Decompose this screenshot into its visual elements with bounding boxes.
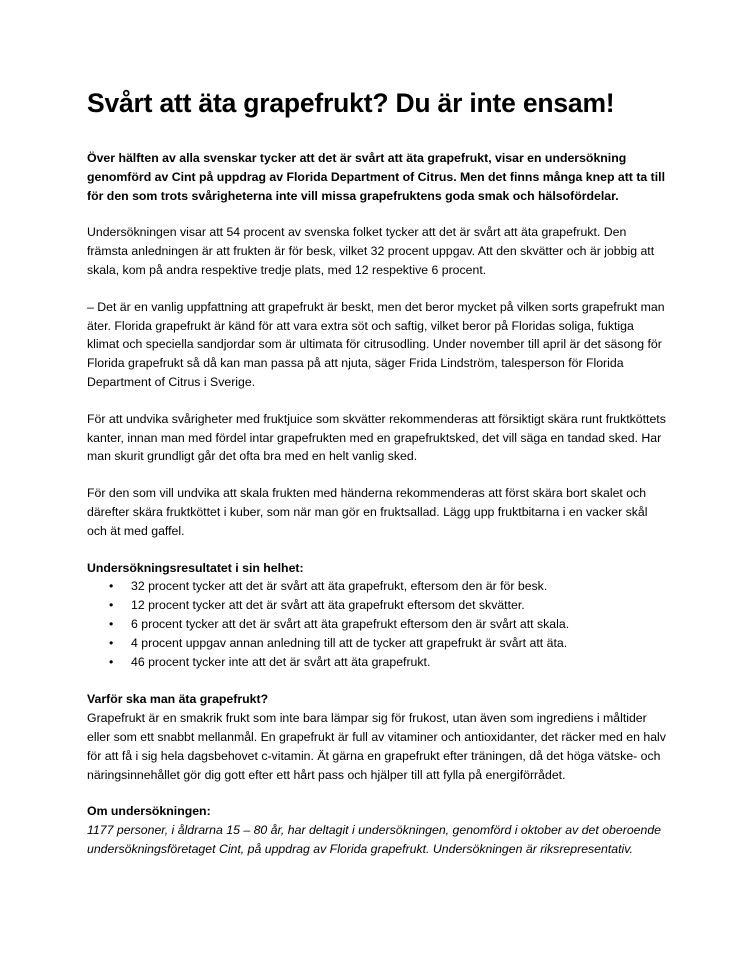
bullet-icon: •: [109, 635, 114, 650]
body-paragraph-3: För att undvika svårigheter med fruktjuice som skvätter rekommenderas att försiktigt skära runt fruktköttets kanter, innan man med fördel intar grapefrukten med en grapefruktsked, det vill säga en tandad sked. Har man skurit grundligt går det ofta bra med en helt vanlig sked.: [87, 411, 666, 464]
list-item: [87, 634, 666, 653]
list-item: [87, 615, 666, 634]
bullet-icon: •: [109, 598, 114, 613]
list-item: [87, 653, 666, 672]
results-list: [87, 577, 666, 671]
body-paragraph-4: För den som vill undvika att skala frukten med händerna rekommenderas att först skära bort skalet och därefter skära fruktköttet i kuber, som när man gör en fruktsallad. Lägg upp fruktbitarna i en vacker skål och ät med gaffel.: [87, 486, 648, 538]
why-heading: Varför ska man äta grapefrukt?: [87, 692, 269, 707]
bullet-icon: •: [109, 654, 114, 669]
page-title: Svårt att äta grapefrukt? Du är inte ensam!: [87, 88, 615, 118]
list-item-text: 32 procent tycker att det är svårt att äta grapefrukt, eftersom den är för besk.: [131, 579, 548, 594]
about-paragraph: 1177 personer, i åldrarna 15 – 80 år, har deltagit i undersökningen, genomförd i oktober av det oberoende undersökningsföretaget Cint, på uppdrag av Florida grapefrukt. Undersökningen är riksrepresentativ.: [87, 823, 662, 856]
body-paragraph-1: Undersökningen visar att 54 procent av svenska folket tycker att det är svårt att äta grapefrukt. Den främsta anledningen är att frukten är för besk, vilket 32 procent uppgav. Att den skvätter och är jobbig att skala, kom på andra respektive tredje plats, med 12 respektive 6 procent.: [87, 225, 655, 277]
list-item-text: 6 procent tycker att det är svårt att äta grapefrukt eftersom den är svårt att skala.: [131, 616, 570, 631]
why-paragraph: Grapefrukt är en smakrik frukt som inte bara lämpar sig för frukost, utan även som ingrediens i måltider eller som ett snabbt mellanmål. En grapefrukt är full av vitaminer och antioxidanter, det räcker med en halv för att få i sig hela dagsbehovet c-vitamin. Ät gärna en grapefrukt efter träningen, då det höga vätske- och näringsinnehållet gör dig gott efter ett hårt pass och hjälper till att fylla på energiförrådet.: [87, 711, 666, 782]
list-item: [87, 577, 666, 596]
bullet-icon: •: [109, 579, 114, 594]
bullet-icon: •: [109, 616, 114, 631]
lead-paragraph: Över hälften av alla svenskar tycker att det är svårt att äta grapefrukt, visar en undersökning genomförd av Cint på uppdrag av Florida Department of Citrus. Men det finns många knep att ta till för den som trots svårigheterna inte vill missa grapefruktens goda smak och hälsofördelar.: [87, 151, 666, 203]
list-item: [87, 596, 666, 615]
list-item-text: 4 procent uppgav annan anledning till att de tycker att grapefrukt är svårt att äta.: [131, 635, 568, 650]
list-item-text: 12 procent tycker att det är svårt att äta grapefrukt eftersom det skvätter.: [131, 598, 525, 613]
results-heading: Undersökningsresultatet i sin helhet:: [87, 560, 304, 575]
about-heading: Om undersökningen:: [87, 804, 211, 819]
list-item-text: 46 procent tycker inte att det är svårt att äta grapefrukt.: [131, 654, 431, 669]
body-paragraph-2: – Det är en vanlig uppfattning att grapefrukt är beskt, men det beror mycket på vilken sorts grapefrukt man äter. Florida grapefrukt är känd för att vara extra söt och saftig, vilket beror på Floridas soliga, fuktiga klimat och speciella sandjordar som är ultimata för citrusodling. Under november till april är det säsong för Florida grapefrukt så då kan man passa på att njuta, säger Frida Lindström, talesperson för Florida Department of Citrus i Sverige.: [87, 299, 665, 389]
